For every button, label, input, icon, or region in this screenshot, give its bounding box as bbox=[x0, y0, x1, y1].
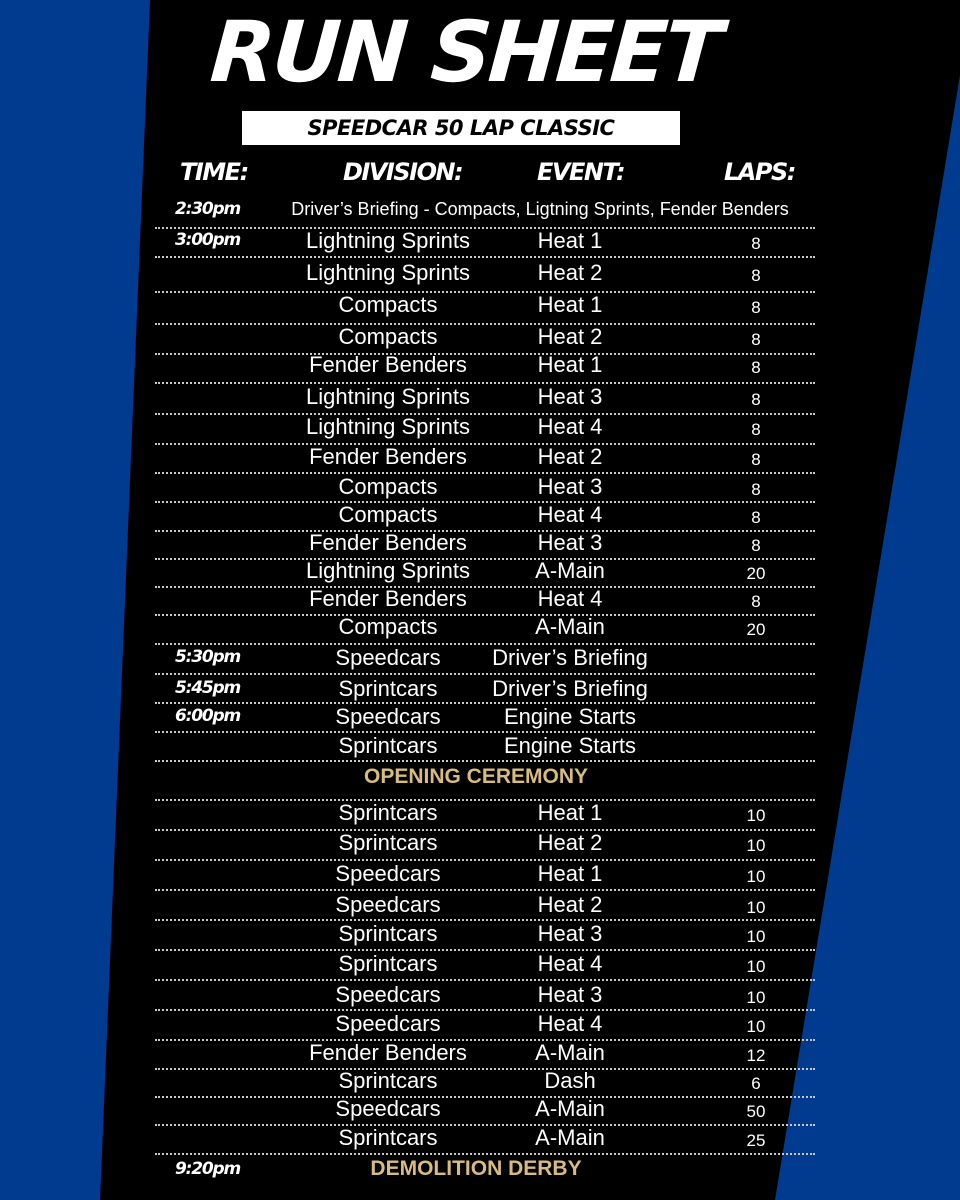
event-cell: Heat 1 bbox=[537, 800, 603, 825]
event-cell: Driver’s Briefing bbox=[492, 645, 648, 670]
row-divider bbox=[155, 227, 815, 229]
row-divider bbox=[155, 530, 815, 532]
row-divider bbox=[155, 291, 815, 293]
division-cell: Fender Benders bbox=[309, 1040, 467, 1065]
schedule-row bbox=[0, 1096, 960, 1126]
schedule-row bbox=[0, 645, 960, 675]
event-cell: Heat 3 bbox=[537, 530, 603, 555]
laps-cell: 10 bbox=[746, 836, 766, 855]
event-cell: Heat 1 bbox=[537, 861, 603, 886]
row-divider bbox=[155, 413, 815, 415]
division-cell: Compacts bbox=[338, 614, 438, 639]
event-cell: A-Main bbox=[535, 1040, 605, 1065]
event-cell: Heat 2 bbox=[537, 260, 603, 285]
laps-cell: 10 bbox=[746, 957, 766, 976]
row-divider bbox=[155, 614, 815, 616]
row-divider bbox=[155, 1096, 815, 1098]
row-divider bbox=[155, 643, 815, 645]
schedule-row bbox=[0, 474, 960, 504]
laps-cell: 10 bbox=[746, 988, 766, 1007]
laps-cell: 10 bbox=[746, 806, 766, 825]
row-divider bbox=[155, 1039, 815, 1041]
laps-cell: 8 bbox=[751, 592, 761, 611]
laps-cell: 8 bbox=[751, 390, 761, 409]
division-cell: Sprintcars bbox=[338, 800, 438, 825]
event-cell: Heat 1 bbox=[537, 228, 603, 253]
header-laps: LAPS: bbox=[724, 158, 795, 186]
laps-cell: 8 bbox=[751, 450, 761, 469]
laps-cell: 10 bbox=[746, 867, 766, 886]
laps-cell: 8 bbox=[751, 330, 761, 349]
row-divider bbox=[155, 702, 815, 704]
division-cell: Speedcars bbox=[335, 1096, 441, 1121]
schedule-row bbox=[0, 292, 960, 322]
laps-cell: 8 bbox=[751, 298, 761, 317]
row-divider bbox=[155, 919, 815, 921]
division-cell: Speedcars bbox=[335, 704, 441, 729]
division-cell: Sprintcars bbox=[338, 1125, 438, 1150]
row-divider bbox=[155, 256, 815, 258]
division-cell: Compacts bbox=[338, 324, 438, 349]
schedule-row bbox=[0, 444, 960, 474]
row-divider bbox=[155, 382, 815, 384]
laps-cell: 20 bbox=[746, 620, 766, 639]
schedule-row bbox=[0, 197, 960, 227]
event-cell: Driver’s Briefing bbox=[492, 676, 648, 701]
division-cell: Lightning Sprints bbox=[306, 260, 470, 285]
event-cell: Heat 1 bbox=[537, 352, 603, 377]
schedule-row bbox=[0, 830, 960, 860]
row-divider bbox=[155, 586, 815, 588]
time-cell: 5:45pm bbox=[175, 678, 240, 698]
event-cell: Heat 3 bbox=[537, 384, 603, 409]
time-cell: 3:00pm bbox=[175, 230, 240, 250]
schedule-row bbox=[0, 384, 960, 414]
event-cell: Heat 4 bbox=[537, 414, 603, 439]
division-cell: Fender Benders bbox=[309, 586, 467, 611]
event-cell: Engine Starts bbox=[503, 704, 637, 729]
event-cell: A-Main bbox=[535, 1125, 605, 1150]
division-cell: Speedcars bbox=[335, 982, 441, 1007]
schedule-row bbox=[0, 228, 960, 258]
event-cell: Heat 2 bbox=[537, 324, 603, 349]
laps-cell: 8 bbox=[751, 480, 761, 499]
page-title: RUN SHEET bbox=[207, 3, 723, 101]
event-cell: Heat 3 bbox=[537, 474, 603, 499]
laps-cell: 8 bbox=[751, 358, 761, 377]
laps-cell: 20 bbox=[746, 564, 766, 583]
division-cell: Sprintcars bbox=[338, 921, 438, 946]
division-cell: Compacts bbox=[338, 292, 438, 317]
division-cell: Speedcars bbox=[335, 861, 441, 886]
laps-cell: 6 bbox=[751, 1074, 761, 1093]
laps-cell: 10 bbox=[746, 927, 766, 946]
division-cell: Sprintcars bbox=[338, 1068, 438, 1093]
schedule-row bbox=[0, 892, 960, 922]
schedule-row bbox=[0, 1125, 960, 1155]
event-cell: Heat 2 bbox=[537, 830, 603, 855]
division-cell: Sprintcars bbox=[338, 676, 438, 701]
row-divider bbox=[155, 501, 815, 503]
time-cell: 5:30pm bbox=[175, 647, 240, 667]
division-cell: Fender Benders bbox=[309, 530, 467, 555]
schedule-row bbox=[0, 558, 960, 588]
event-cell: Heat 2 bbox=[537, 892, 603, 917]
row-divider bbox=[155, 799, 815, 801]
row-divider bbox=[155, 673, 815, 675]
laps-cell: 8 bbox=[751, 266, 761, 285]
row-divider bbox=[155, 979, 815, 981]
laps-cell: 50 bbox=[746, 1102, 766, 1121]
row-divider bbox=[155, 760, 815, 762]
laps-cell: 8 bbox=[751, 234, 761, 253]
schedule-row bbox=[0, 800, 960, 830]
event-cell: A-Main bbox=[535, 1096, 605, 1121]
division-cell: Lightning Sprints bbox=[306, 558, 470, 583]
division-cell: Speedcars bbox=[335, 645, 441, 670]
event-cell: Heat 1 bbox=[537, 292, 603, 317]
division-cell: Fender Benders bbox=[309, 444, 467, 469]
event-cell: Heat 4 bbox=[537, 951, 603, 976]
laps-cell: 10 bbox=[746, 898, 766, 917]
row-divider bbox=[155, 443, 815, 445]
highlight-cell: DEMOLITION DERBY bbox=[370, 1157, 582, 1180]
schedule-row bbox=[0, 1157, 960, 1187]
row-divider bbox=[155, 1009, 815, 1011]
schedule-row bbox=[0, 1040, 960, 1070]
division-cell: Lightning Sprints bbox=[306, 228, 470, 253]
schedule-row bbox=[0, 324, 960, 354]
laps-cell: 8 bbox=[751, 420, 761, 439]
schedule-row bbox=[0, 982, 960, 1012]
event-cell: Engine Starts bbox=[503, 733, 637, 758]
row-divider bbox=[155, 859, 815, 861]
schedule-row bbox=[0, 733, 960, 763]
schedule-row bbox=[0, 1011, 960, 1041]
schedule-row bbox=[0, 502, 960, 532]
row-divider bbox=[155, 323, 815, 325]
schedule-row bbox=[0, 414, 960, 444]
division-cell: Speedcars bbox=[335, 892, 441, 917]
laps-cell: 12 bbox=[746, 1046, 766, 1065]
briefing-cell: Driver’s Briefing - Compacts, Ligtning Sprints, Fender Benders bbox=[291, 199, 789, 219]
event-cell: Heat 3 bbox=[537, 921, 603, 946]
schedule-row bbox=[0, 704, 960, 734]
schedule-row bbox=[0, 1068, 960, 1098]
division-cell: Compacts bbox=[338, 502, 438, 527]
schedule-row bbox=[0, 861, 960, 891]
division-cell: Compacts bbox=[338, 474, 438, 499]
schedule-row bbox=[0, 614, 960, 644]
row-divider bbox=[155, 558, 815, 560]
highlight-cell: OPENING CEREMONY bbox=[363, 765, 589, 788]
division-cell: Lightning Sprints bbox=[306, 384, 470, 409]
laps-cell: 25 bbox=[746, 1131, 766, 1150]
header-event: EVENT: bbox=[537, 158, 625, 186]
division-cell: Sprintcars bbox=[338, 733, 438, 758]
laps-cell: 8 bbox=[751, 508, 761, 527]
schedule-row bbox=[0, 586, 960, 616]
time-cell: 9:20pm bbox=[175, 1159, 240, 1179]
schedule-row bbox=[0, 260, 960, 290]
division-cell: Speedcars bbox=[335, 1011, 441, 1036]
event-cell: Dash bbox=[544, 1068, 596, 1093]
row-divider bbox=[155, 731, 815, 733]
header-time: TIME: bbox=[180, 158, 248, 186]
time-cell: 6:00pm bbox=[175, 706, 240, 726]
row-divider bbox=[155, 889, 815, 891]
time-cell: 2:30pm bbox=[175, 199, 240, 219]
row-divider bbox=[155, 949, 815, 951]
row-divider bbox=[155, 829, 815, 831]
laps-cell: 8 bbox=[751, 536, 761, 555]
row-divider bbox=[155, 1124, 815, 1126]
schedule-row bbox=[0, 765, 960, 795]
division-cell: Sprintcars bbox=[338, 830, 438, 855]
row-divider bbox=[155, 1068, 815, 1070]
event-cell: A-Main bbox=[535, 614, 605, 639]
event-cell: Heat 2 bbox=[537, 444, 603, 469]
schedule-row bbox=[0, 921, 960, 951]
schedule-row bbox=[0, 352, 960, 382]
schedule-row bbox=[0, 530, 960, 560]
event-cell: Heat 4 bbox=[537, 1011, 603, 1036]
event-cell: Heat 4 bbox=[537, 502, 603, 527]
laps-cell: 10 bbox=[746, 1017, 766, 1036]
division-cell: Fender Benders bbox=[309, 352, 467, 377]
division-cell: Lightning Sprints bbox=[306, 414, 470, 439]
row-divider bbox=[155, 472, 815, 474]
event-cell: A-Main bbox=[535, 558, 605, 583]
event-subtitle: SPEEDCAR 50 LAP CLASSIC bbox=[242, 111, 680, 145]
row-divider bbox=[155, 353, 815, 355]
event-cell: Heat 4 bbox=[537, 586, 603, 611]
row-divider bbox=[155, 1153, 815, 1155]
schedule-row bbox=[0, 951, 960, 981]
division-cell: Sprintcars bbox=[338, 951, 438, 976]
header-division: DIVISION: bbox=[343, 158, 463, 186]
event-cell: Heat 3 bbox=[537, 982, 603, 1007]
